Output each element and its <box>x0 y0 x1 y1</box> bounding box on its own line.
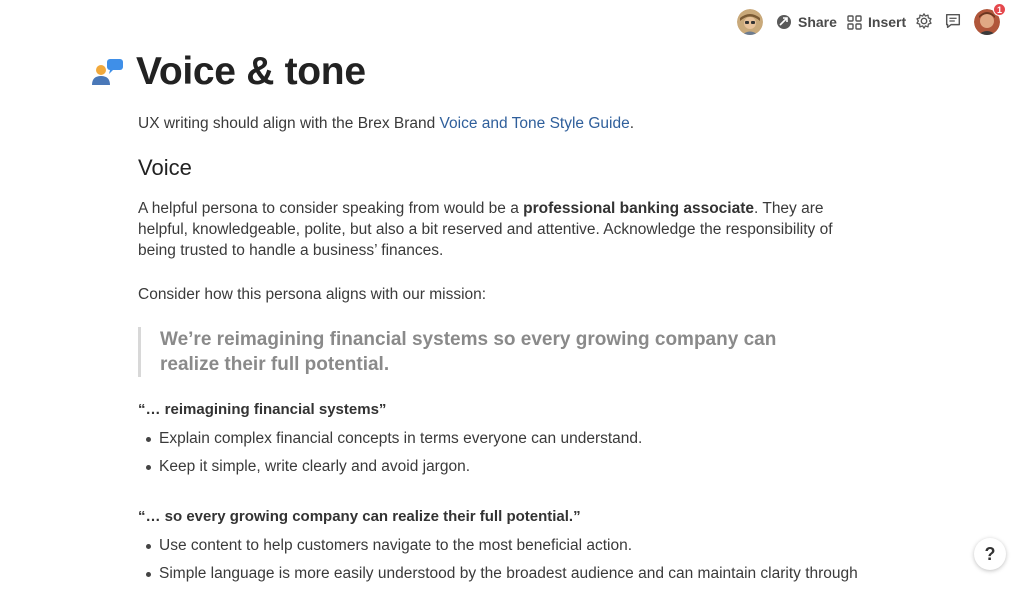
persona-text-end: . They are helpful, knowledgeable, polite, but also a bit reserved and attentive. Acknowledge the responsibility of being trusted to handle a business’ finances. <box>138 200 833 259</box>
user-avatar[interactable] <box>974 4 1002 35</box>
list-item: Use content to help customers navigate to the most beneficial action. <box>138 535 858 563</box>
notification-badge: 1 <box>993 3 1006 16</box>
share-button[interactable] <box>776 10 837 34</box>
insert-button[interactable] <box>847 10 906 34</box>
financial-systems-list <box>138 428 642 484</box>
intro-text: UX writing should align with the Brex Brand <box>138 115 440 132</box>
mission-intro: Consider how this persona aligns with our mission: <box>138 286 487 303</box>
voice-heading: Voice <box>138 155 192 180</box>
full-potential-list <box>138 535 858 590</box>
intro-suffix: . <box>629 115 635 132</box>
list-item: Explain complex financial concepts in terms everyone can understand. <box>138 428 642 456</box>
share-label: Share <box>798 14 837 30</box>
settings-gear-icon[interactable] <box>915 12 935 32</box>
section-heading-full-potential: “… so every growing company can realize their full potential.” <box>138 508 581 525</box>
mission-quote: We’re reimagining financial systems so every growing company can realize their full potential. <box>138 327 838 377</box>
insert-label: Insert <box>868 14 907 30</box>
section-heading-financial-systems: “… reimagining financial systems” <box>138 401 387 418</box>
list-item: Keep it simple, write clearly and avoid jargon. <box>138 456 642 484</box>
help-button[interactable]: ? <box>974 538 1006 570</box>
top-toolbar <box>0 0 1023 44</box>
list-item: Simple language is more easily understood by the broadest audience and can maintain clarity through <box>138 563 858 590</box>
insert-grid-icon <box>847 15 862 30</box>
page-title: Voice & tone <box>136 50 366 93</box>
persona-text-start: A helpful persona to consider speaking from would be a <box>138 200 524 217</box>
comments-icon[interactable] <box>944 12 964 32</box>
persona-paragraph <box>138 198 858 261</box>
intro-paragraph <box>138 113 634 134</box>
style-guide-link[interactable]: Voice and Tone Style Guide <box>439 115 630 132</box>
share-icon <box>776 14 792 30</box>
collaborator-avatar[interactable] <box>737 9 763 35</box>
persona-emphasis: professional banking associate <box>523 200 755 217</box>
page-emoji-icon[interactable] <box>92 59 124 87</box>
